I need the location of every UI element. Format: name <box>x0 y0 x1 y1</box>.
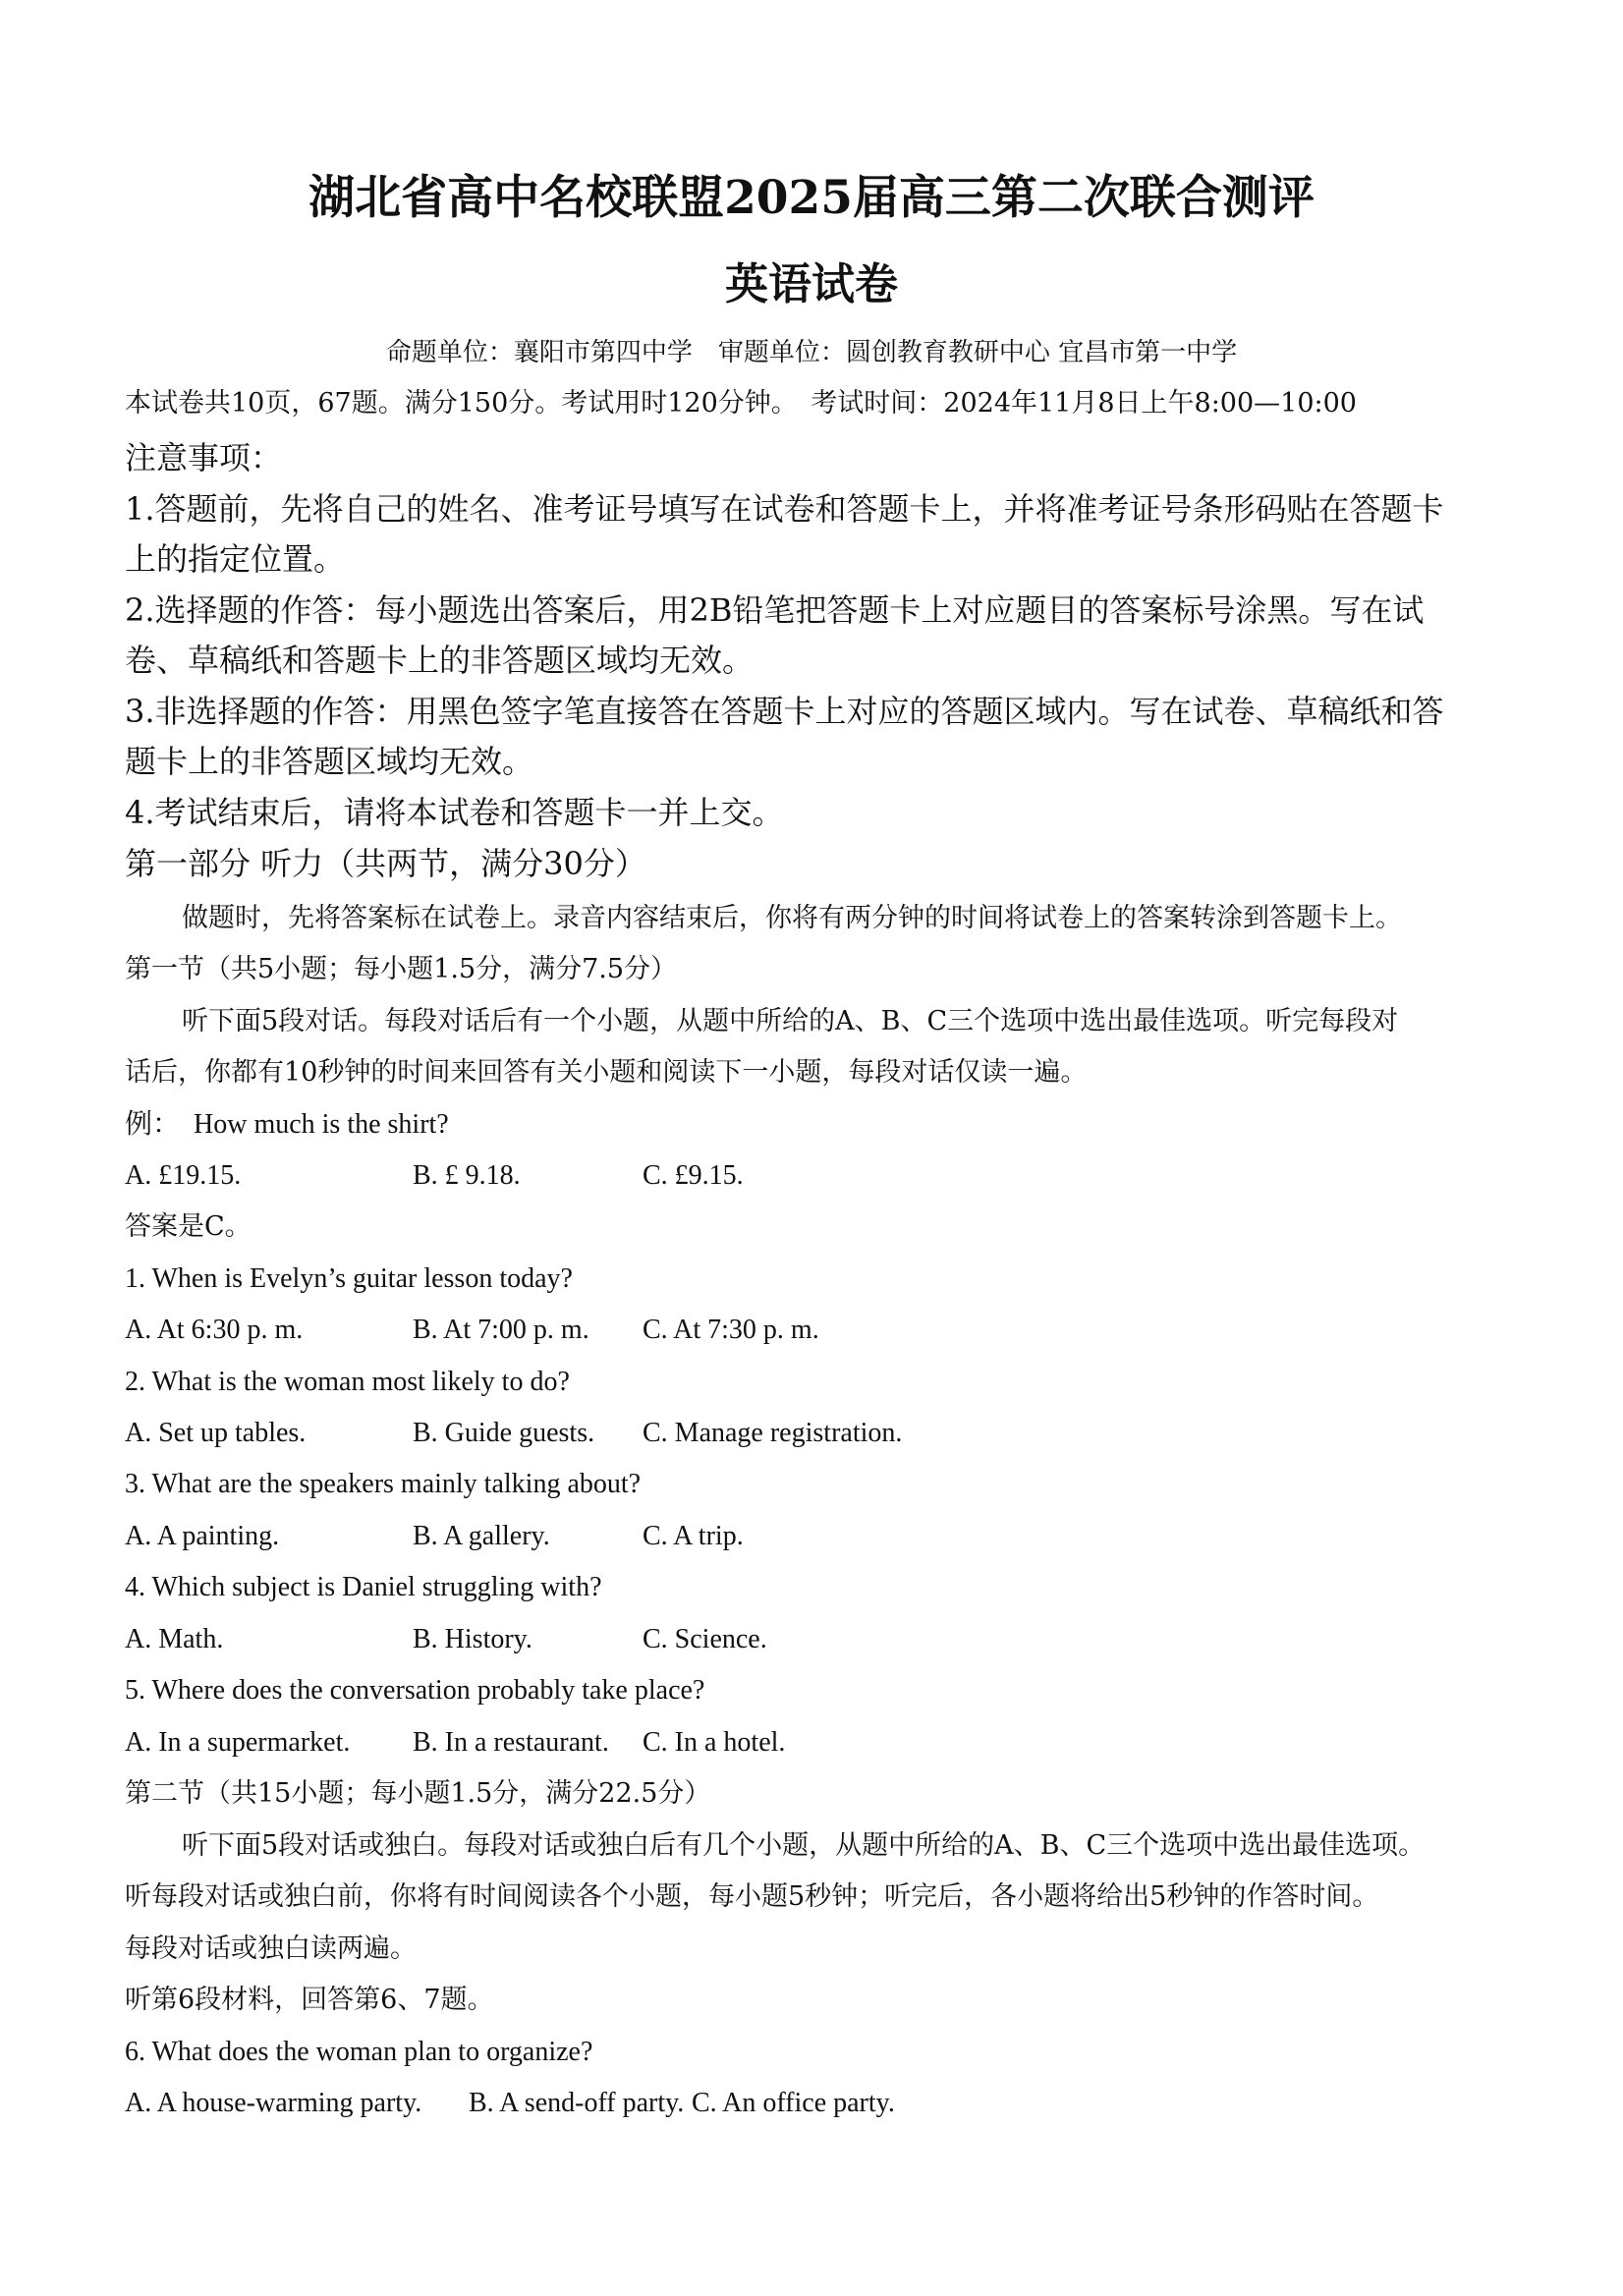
example-options <box>125 1158 1009 1194</box>
exam-title: 湖北省高中名校联盟2025届高三第二次联合测评 <box>308 171 1315 225</box>
example-option-a: A. £19.15. <box>125 1160 242 1191</box>
example-question: 例： How much is the shirt? <box>125 1109 449 1140</box>
question-3-option-b: B. A gallery. <box>413 1521 550 1551</box>
question-5-option-a: A. In a supermarket. <box>125 1727 351 1758</box>
question-3-option-a: A. A painting. <box>125 1521 280 1551</box>
example-answer: 答案是C。 <box>125 1211 252 1242</box>
section1-instruction-line1: 听下面5段对话。每段对话后有一个小题，从题中所给的A、B、C三个选项中选出最佳选项。听完每段对 <box>182 1006 1399 1036</box>
question-5-option-c: C. In a hotel. <box>643 1727 786 1758</box>
question-1-option-a: A. At 6:30 p. m. <box>125 1315 304 1345</box>
question-4-option-a: A. Math. <box>125 1624 224 1654</box>
notice-item-3-line2: 题卡上的非答题区域均无效。 <box>125 743 534 780</box>
question-1: 1. When is Evelyn’s guitar lesson today? <box>125 1263 573 1294</box>
question-6-option-a: A. A house-warming party. <box>125 2088 422 2118</box>
section2-instruction-line1: 听下面5段对话或独白。每段对话或独白后有几个小题，从题中所给的A、B、C三个选项中选出最佳选项。 <box>182 1830 1426 1861</box>
example-option-c: C. £9.15. <box>643 1160 744 1191</box>
question-4-options <box>125 1622 1009 1657</box>
question-1-option-b: B. At 7:00 p. m. <box>413 1315 589 1345</box>
notice-heading: 注意事项： <box>125 439 283 476</box>
section1-heading: 第一节（共5小题；每小题1.5分，满分7.5分） <box>125 954 678 984</box>
question-5-option-b: B. In a restaurant. <box>413 1727 609 1758</box>
section2-heading: 第二节（共15小题；每小题1.5分，满分22.5分） <box>125 1778 711 1809</box>
exam-info: 本试卷共10页，67题。满分150分。考试用时120分钟。 考试时间：2024年11月8日上午8:00—10:00 <box>125 388 1357 419</box>
section2-instruction-line3: 每段对话或独白读两遍。 <box>125 1933 417 1964</box>
section2-instruction-line2: 听每段对话或独白前，你将有时间阅读各个小题，每小题5秒钟；听完后，各小题将给出5秒钟的作答时间。 <box>125 1881 1379 1912</box>
question-2-option-a: A. Set up tables. <box>125 1418 307 1448</box>
part1-instruction: 做题时，先将答案标在试卷上。录音内容结束后，你将有两分钟的时间将试卷上的答案转涂到答题卡上。 <box>182 903 1402 933</box>
question-6-option-c: C. An office party. <box>692 2088 895 2118</box>
material-6-note: 听第6段材料，回答第6、7题。 <box>125 1985 494 2015</box>
question-6-options <box>125 2086 1009 2121</box>
question-1-option-c: C. At 7:30 p. m. <box>643 1315 819 1345</box>
question-6-option-b: B. A send-off party. <box>469 2088 685 2118</box>
example-option-b: B. £ 9.18. <box>413 1160 521 1191</box>
question-5-options <box>125 1725 1009 1761</box>
question-3-option-c: C. A trip. <box>643 1521 744 1551</box>
question-5: 5. Where does the conversation probably take place? <box>125 1675 705 1706</box>
question-4: 4. Which subject is Daniel struggling with? <box>125 1572 602 1602</box>
question-2-options <box>125 1416 1009 1451</box>
setter-units: 命题单位：襄阳市第四中学 审题单位：圆创教育教研中心 宜昌市第一中学 <box>385 338 1238 367</box>
notice-item-1-line2: 上的指定位置。 <box>125 540 346 578</box>
question-3: 3. What are the speakers mainly talking about? <box>125 1469 642 1499</box>
part1-heading: 第一部分 听力（共两节，满分30分） <box>125 845 646 882</box>
question-4-option-b: B. History. <box>413 1624 532 1654</box>
exam-subtitle: 英语试卷 <box>725 259 898 309</box>
notice-item-4: 4.考试结束后，请将本试卷和答题卡一并上交。 <box>125 794 784 831</box>
section1-instruction-line2: 话后，你都有10秒钟的时间来回答有关小题和阅读下一小题，每段对话仅读一遍。 <box>125 1057 1088 1088</box>
question-1-options <box>125 1313 1009 1348</box>
question-6: 6. What does the woman plan to organize? <box>125 2037 593 2067</box>
question-2: 2. What is the woman most likely to do? <box>125 1367 570 1397</box>
notice-item-3-line1: 3.非选择题的作答：用黑色签字笔直接答在答题卡上对应的答题区域内。写在试卷、草稿纸和答 <box>125 693 1444 730</box>
notice-item-1-line1: 1.答题前，先将自己的姓名、准考证号填写在试卷和答题卡上，并将准考证号条形码贴在答题卡 <box>125 490 1444 528</box>
question-3-options <box>125 1519 1009 1554</box>
question-2-option-c: C. Manage registration. <box>643 1418 903 1448</box>
question-2-option-b: B. Guide guests. <box>413 1418 595 1448</box>
notice-item-2-line2: 卷、草稿纸和答题卡上的非答题区域均无效。 <box>125 642 755 679</box>
notice-item-2-line1: 2.选择题的作答：每小题选出答案后，用2B铅笔把答题卡上对应题目的答案标号涂黑。写在试 <box>125 591 1425 629</box>
question-4-option-c: C. Science. <box>643 1624 767 1654</box>
